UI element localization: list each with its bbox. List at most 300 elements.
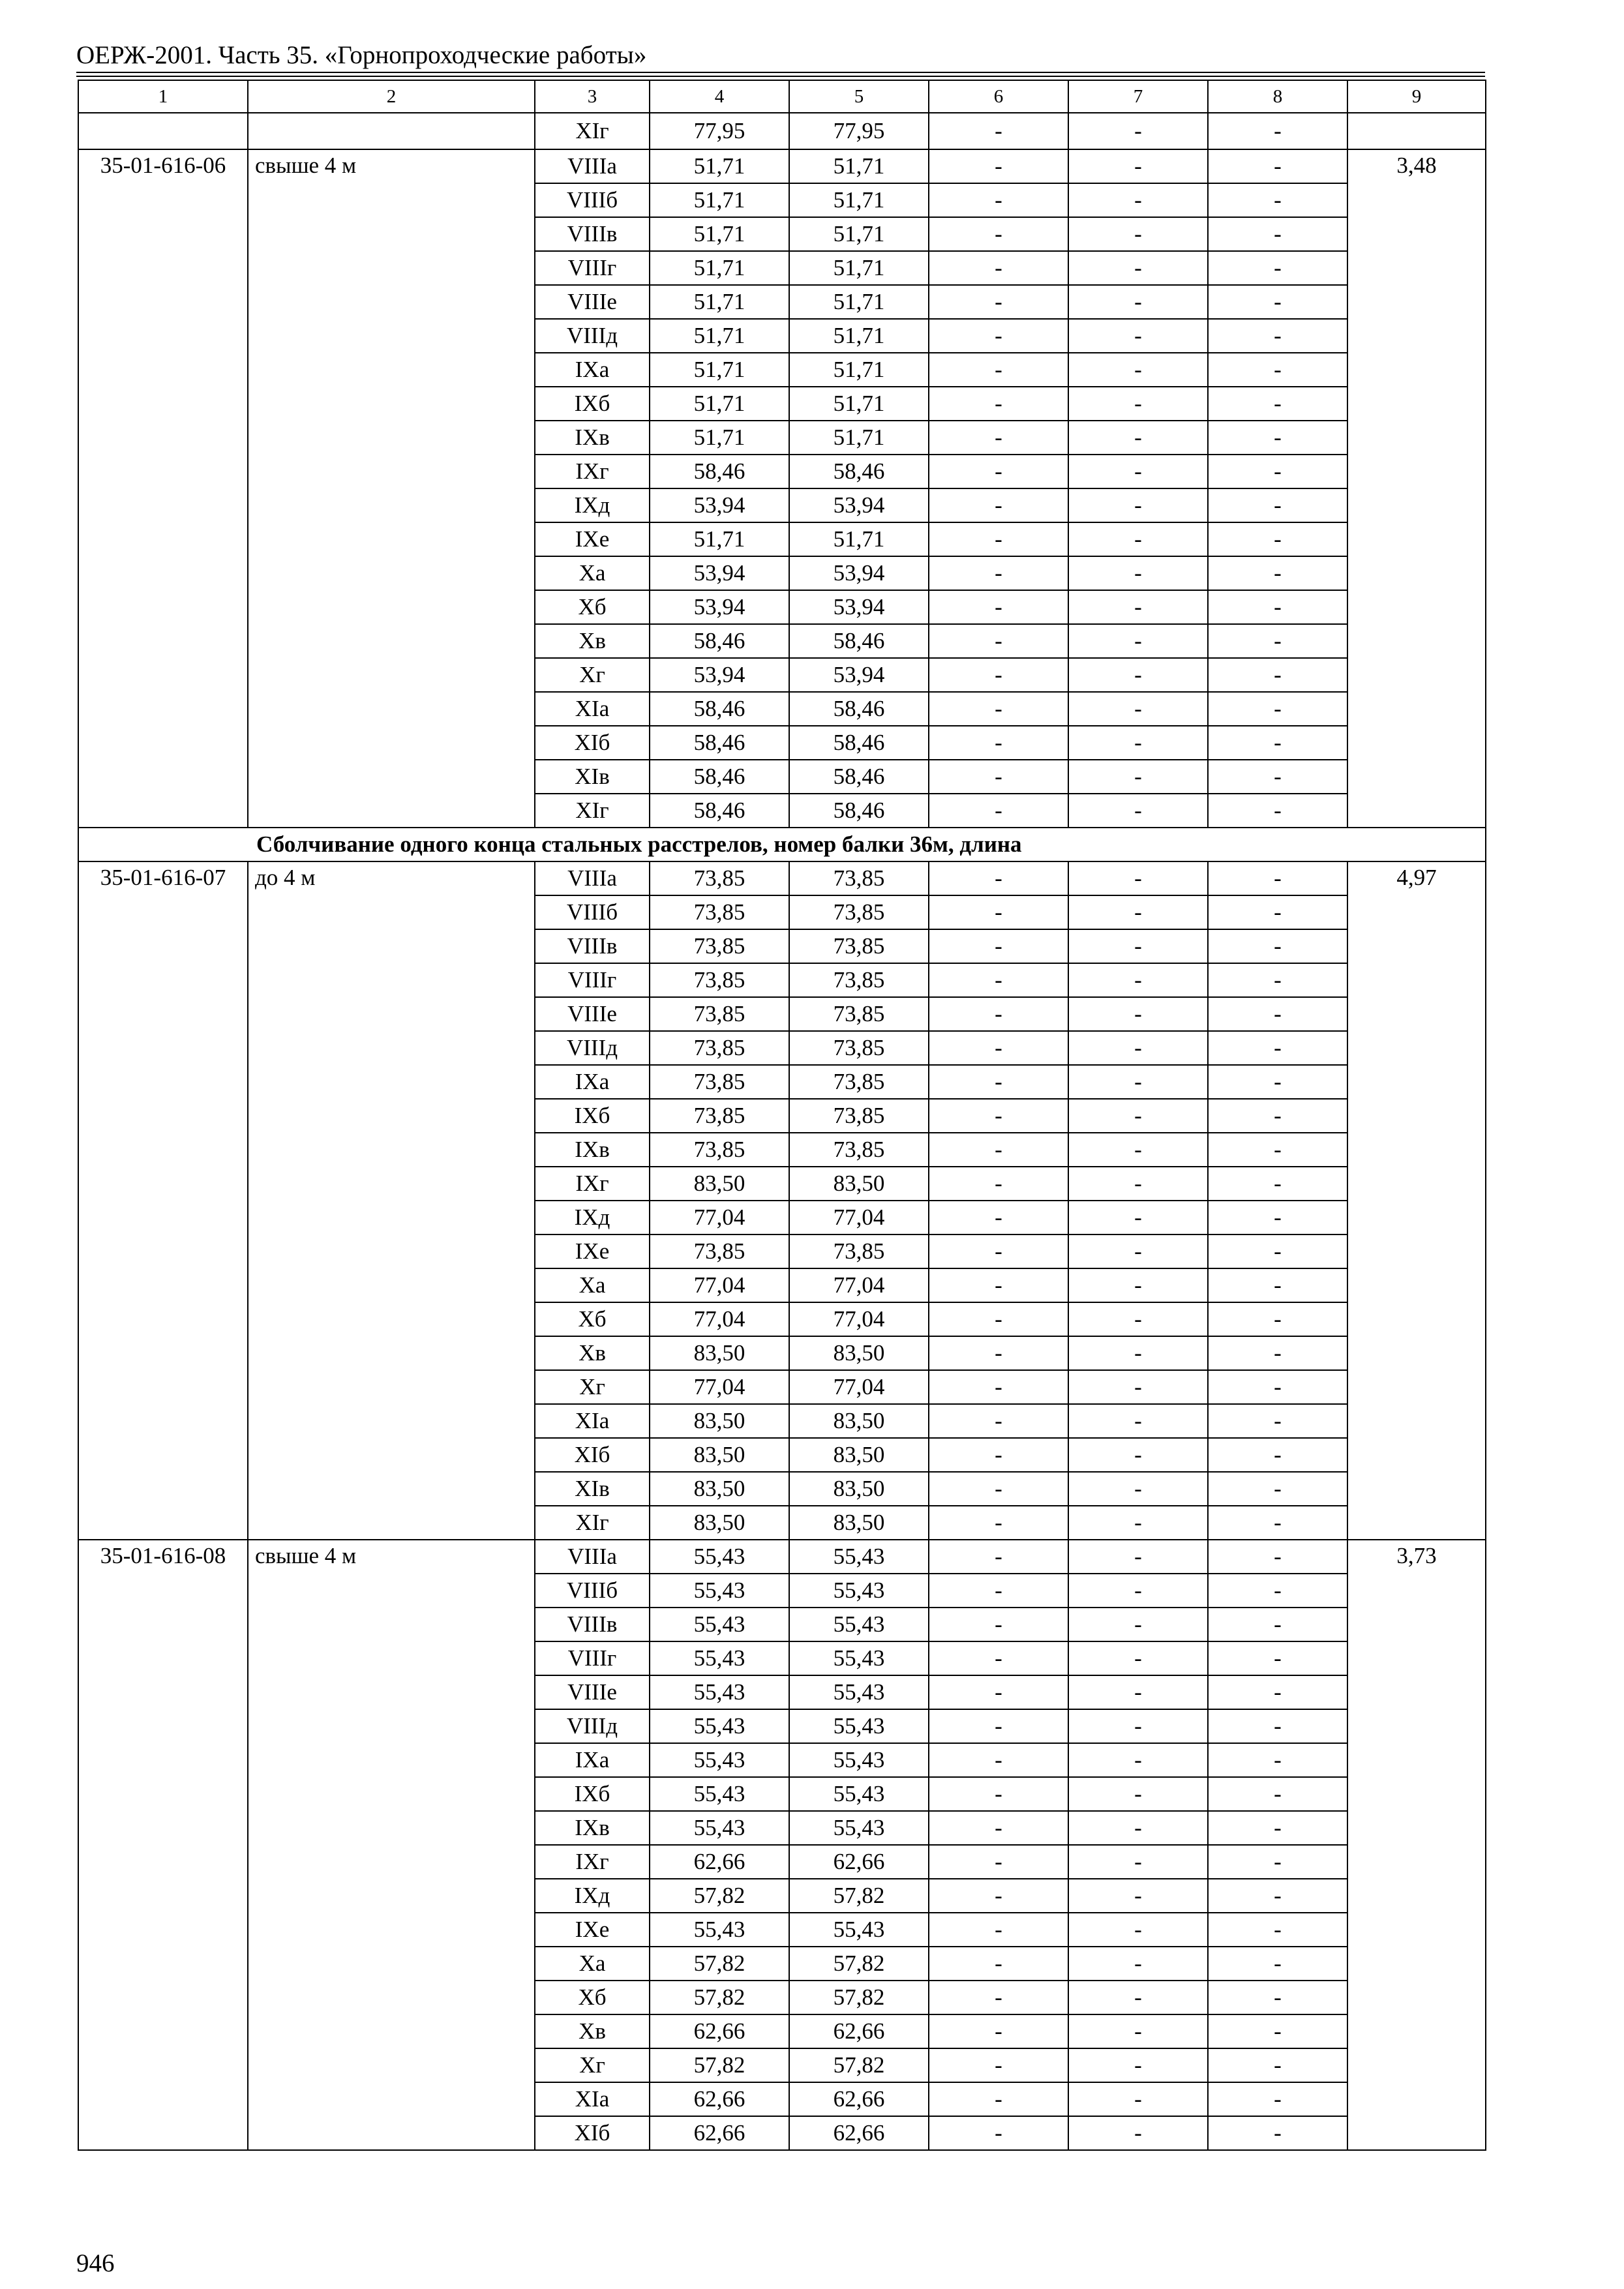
value-col4: 53,94 — [650, 658, 789, 692]
value-col4: 58,46 — [650, 455, 789, 488]
norm-length: свыше 4 м — [248, 149, 535, 828]
value-col5: 62,66 — [789, 2116, 929, 2150]
category-code: Xа — [535, 1268, 650, 1302]
column-number: 3 — [535, 80, 650, 113]
value-col6: - — [929, 692, 1068, 726]
value-col8: - — [1208, 387, 1347, 421]
value-col5: 55,43 — [789, 1913, 929, 1947]
category-code: IXа — [535, 1743, 650, 1777]
norm-code: 35-01-616-06 — [78, 149, 248, 828]
value-col4: 53,94 — [650, 590, 789, 624]
value-col7: - — [1068, 1031, 1208, 1065]
value-col4: 83,50 — [650, 1472, 789, 1506]
value-col8: - — [1208, 1201, 1347, 1234]
value-col4: 53,94 — [650, 488, 789, 522]
value-col8: - — [1208, 319, 1347, 353]
value-col7: - — [1068, 1099, 1208, 1133]
norm-length — [248, 113, 535, 149]
value-col8: - — [1208, 794, 1347, 828]
value-col8: - — [1208, 997, 1347, 1031]
value-col8: - — [1208, 522, 1347, 556]
category-code: Xа — [535, 1947, 650, 1981]
value-col7: - — [1068, 1336, 1208, 1370]
value-col4: 62,66 — [650, 2116, 789, 2150]
value-col4: 73,85 — [650, 1234, 789, 1268]
value-col4: 73,85 — [650, 895, 789, 929]
category-code: IXе — [535, 1234, 650, 1268]
value-col6: - — [929, 1608, 1068, 1641]
value-col5: 57,82 — [789, 1879, 929, 1913]
value-col6: - — [929, 1743, 1068, 1777]
value-col7: - — [1068, 1641, 1208, 1675]
column-number: 6 — [929, 80, 1068, 113]
value-col5: 83,50 — [789, 1506, 929, 1540]
value-col4: 62,66 — [650, 2082, 789, 2116]
category-code: Xг — [535, 1370, 650, 1404]
value-col6: - — [929, 1947, 1068, 1981]
value-col7: - — [1068, 1777, 1208, 1811]
value-col5: 55,43 — [789, 1540, 929, 1574]
value-col6: - — [929, 1031, 1068, 1065]
value-col8: - — [1208, 1065, 1347, 1099]
category-code: Xб — [535, 590, 650, 624]
value-col6: - — [929, 1675, 1068, 1709]
value-col7: - — [1068, 692, 1208, 726]
value-col5: 58,46 — [789, 726, 929, 760]
category-code: Xв — [535, 1336, 650, 1370]
value-col8: - — [1208, 488, 1347, 522]
value-col8: - — [1208, 1031, 1347, 1065]
value-col5: 73,85 — [789, 895, 929, 929]
value-col8: - — [1208, 251, 1347, 285]
value-col5: 83,50 — [789, 1167, 929, 1201]
value-col4: 55,43 — [650, 1540, 789, 1574]
value-col6: - — [929, 1472, 1068, 1506]
value-col9: 3,48 — [1347, 149, 1486, 828]
value-col4: 57,82 — [650, 1981, 789, 2014]
value-col7: - — [1068, 285, 1208, 319]
value-col6: - — [929, 556, 1068, 590]
value-col4: 73,85 — [650, 1133, 789, 1167]
value-col6: - — [929, 861, 1068, 895]
category-code: IXа — [535, 353, 650, 387]
value-col4: 55,43 — [650, 1675, 789, 1709]
category-code: IXг — [535, 1845, 650, 1879]
value-col5: 77,04 — [789, 1201, 929, 1234]
column-number: 2 — [248, 80, 535, 113]
value-col4: 51,71 — [650, 217, 789, 251]
value-col9: 4,97 — [1347, 861, 1486, 1540]
value-col8: - — [1208, 285, 1347, 319]
value-col8: - — [1208, 149, 1347, 183]
value-col7: - — [1068, 183, 1208, 217]
value-col6: - — [929, 319, 1068, 353]
value-col8: - — [1208, 1234, 1347, 1268]
value-col6: - — [929, 794, 1068, 828]
value-col7: - — [1068, 658, 1208, 692]
value-col7: - — [1068, 895, 1208, 929]
value-col8: - — [1208, 183, 1347, 217]
value-col6: - — [929, 455, 1068, 488]
value-col7: - — [1068, 1981, 1208, 2014]
value-col6: - — [929, 217, 1068, 251]
category-code: XIв — [535, 760, 650, 794]
category-code: VIIIе — [535, 1675, 650, 1709]
section-title: Сболчивание одного конца стальных расстрелов, номер балки 36м, длина — [78, 828, 1486, 861]
value-col7: - — [1068, 1540, 1208, 1574]
category-code: IXе — [535, 522, 650, 556]
value-col5: 73,85 — [789, 1133, 929, 1167]
value-col9: 3,73 — [1347, 1540, 1486, 2150]
value-col6: - — [929, 726, 1068, 760]
norm-code — [78, 113, 248, 149]
value-col6: - — [929, 1709, 1068, 1743]
category-code: VIIIа — [535, 1540, 650, 1574]
value-col6: - — [929, 1065, 1068, 1099]
value-col6: - — [929, 522, 1068, 556]
value-col5: 73,85 — [789, 1099, 929, 1133]
value-col7: - — [1068, 1947, 1208, 1981]
value-col4: 73,85 — [650, 1031, 789, 1065]
category-code: IXд — [535, 1879, 650, 1913]
category-code: VIIIб — [535, 895, 650, 929]
value-col7: - — [1068, 455, 1208, 488]
value-col5: 57,82 — [789, 1947, 929, 1981]
value-col7: - — [1068, 760, 1208, 794]
category-code: VIIIа — [535, 149, 650, 183]
value-col6: - — [929, 1133, 1068, 1167]
value-col7: - — [1068, 2048, 1208, 2082]
category-code: VIIIв — [535, 217, 650, 251]
value-col5: 55,43 — [789, 1743, 929, 1777]
value-col6: - — [929, 2048, 1068, 2082]
value-col8: - — [1208, 1506, 1347, 1540]
value-col5: 51,71 — [789, 522, 929, 556]
value-col7: - — [1068, 2116, 1208, 2150]
value-col4: 51,71 — [650, 183, 789, 217]
value-col5: 51,71 — [789, 319, 929, 353]
category-code: IXе — [535, 1913, 650, 1947]
value-col7: - — [1068, 387, 1208, 421]
value-col8: - — [1208, 1404, 1347, 1438]
value-col5: 83,50 — [789, 1438, 929, 1472]
category-code: VIIIв — [535, 1608, 650, 1641]
category-code: XIа — [535, 692, 650, 726]
norms-table — [78, 80, 1486, 2151]
value-col7: - — [1068, 149, 1208, 183]
value-col8: - — [1208, 1370, 1347, 1404]
value-col8: - — [1208, 1709, 1347, 1743]
value-col7: - — [1068, 1845, 1208, 1879]
category-code: VIIIа — [535, 861, 650, 895]
value-col6: - — [929, 1981, 1068, 2014]
category-code: XIб — [535, 2116, 650, 2150]
category-code: XIв — [535, 1472, 650, 1506]
value-col6: - — [929, 183, 1068, 217]
value-col6: - — [929, 1167, 1068, 1201]
value-col8: - — [1208, 963, 1347, 997]
value-col5: 62,66 — [789, 1845, 929, 1879]
value-col8: - — [1208, 1675, 1347, 1709]
value-col6: - — [929, 1370, 1068, 1404]
value-col4: 73,85 — [650, 861, 789, 895]
value-col6: - — [929, 1438, 1068, 1472]
value-col4: 51,71 — [650, 251, 789, 285]
value-col5: 57,82 — [789, 2048, 929, 2082]
category-code: Xг — [535, 658, 650, 692]
value-col6: - — [929, 1845, 1068, 1879]
column-number: 4 — [650, 80, 789, 113]
value-col7: - — [1068, 1133, 1208, 1167]
value-col6: - — [929, 387, 1068, 421]
value-col6: - — [929, 658, 1068, 692]
value-col4: 58,46 — [650, 692, 789, 726]
value-col5: 77,95 — [789, 113, 929, 149]
value-col7: - — [1068, 1506, 1208, 1540]
category-code: VIIIг — [535, 251, 650, 285]
value-col8: - — [1208, 590, 1347, 624]
value-col7: - — [1068, 353, 1208, 387]
value-col4: 55,43 — [650, 1913, 789, 1947]
value-col8: - — [1208, 658, 1347, 692]
category-code: XIг — [535, 794, 650, 828]
value-col6: - — [929, 149, 1068, 183]
value-col8: - — [1208, 2116, 1347, 2150]
value-col5: 58,46 — [789, 455, 929, 488]
value-col4: 73,85 — [650, 963, 789, 997]
value-col8: - — [1208, 2082, 1347, 2116]
value-col5: 58,46 — [789, 794, 929, 828]
value-col4: 55,43 — [650, 1709, 789, 1743]
value-col6: - — [929, 1777, 1068, 1811]
value-col7: - — [1068, 1438, 1208, 1472]
value-col7: - — [1068, 1743, 1208, 1777]
value-col6: - — [929, 2116, 1068, 2150]
value-col5: 73,85 — [789, 1065, 929, 1099]
value-col8: - — [1208, 2014, 1347, 2048]
table-body — [78, 80, 1486, 2150]
value-col4: 57,82 — [650, 1947, 789, 1981]
value-col7: - — [1068, 1879, 1208, 1913]
value-col7: - — [1068, 794, 1208, 828]
value-col5: 51,71 — [789, 183, 929, 217]
category-code: IXб — [535, 387, 650, 421]
value-col8: - — [1208, 1947, 1347, 1981]
value-col4: 83,50 — [650, 1438, 789, 1472]
value-col6: - — [929, 1641, 1068, 1675]
category-code: Xа — [535, 556, 650, 590]
value-col8: - — [1208, 1777, 1347, 1811]
value-col5: 57,82 — [789, 1981, 929, 2014]
value-col5: 53,94 — [789, 488, 929, 522]
value-col7: - — [1068, 421, 1208, 455]
value-col4: 77,04 — [650, 1370, 789, 1404]
value-col6: - — [929, 895, 1068, 929]
category-code: IXд — [535, 1201, 650, 1234]
value-col5: 73,85 — [789, 861, 929, 895]
value-col7: - — [1068, 590, 1208, 624]
value-col5: 58,46 — [789, 692, 929, 726]
value-col8: - — [1208, 113, 1347, 149]
value-col8: - — [1208, 455, 1347, 488]
table-row — [78, 1540, 1486, 1574]
value-col4: 73,85 — [650, 1099, 789, 1133]
category-code: VIIIд — [535, 1031, 650, 1065]
column-number: 7 — [1068, 80, 1208, 113]
value-col7: - — [1068, 1302, 1208, 1336]
value-col4: 55,43 — [650, 1743, 789, 1777]
value-col4: 77,04 — [650, 1201, 789, 1234]
value-col8: - — [1208, 1099, 1347, 1133]
value-col8: - — [1208, 692, 1347, 726]
value-col5: 51,71 — [789, 387, 929, 421]
value-col5: 51,71 — [789, 285, 929, 319]
value-col6: - — [929, 1506, 1068, 1540]
value-col8: - — [1208, 624, 1347, 658]
norm-code: 35-01-616-08 — [78, 1540, 248, 2150]
value-col7: - — [1068, 217, 1208, 251]
value-col5: 62,66 — [789, 2082, 929, 2116]
value-col4: 51,71 — [650, 353, 789, 387]
category-code: IXг — [535, 455, 650, 488]
category-code: XIа — [535, 1404, 650, 1438]
value-col7: - — [1068, 2014, 1208, 2048]
category-code: VIIIг — [535, 963, 650, 997]
value-col4: 57,82 — [650, 2048, 789, 2082]
value-col6: - — [929, 760, 1068, 794]
value-col8: - — [1208, 1472, 1347, 1506]
value-col6: - — [929, 1574, 1068, 1608]
category-code: VIIIд — [535, 319, 650, 353]
category-code: Xб — [535, 1302, 650, 1336]
value-col4: 57,82 — [650, 1879, 789, 1913]
value-col5: 62,66 — [789, 2014, 929, 2048]
value-col4: 73,85 — [650, 1065, 789, 1099]
value-col4: 55,43 — [650, 1811, 789, 1845]
value-col5: 58,46 — [789, 760, 929, 794]
category-code: Xг — [535, 2048, 650, 2082]
header-rule — [76, 72, 1485, 73]
value-col6: - — [929, 1336, 1068, 1370]
value-col4: 51,71 — [650, 421, 789, 455]
value-col4: 83,50 — [650, 1336, 789, 1370]
value-col6: - — [929, 590, 1068, 624]
value-col8: - — [1208, 1981, 1347, 2014]
category-code: Xб — [535, 1981, 650, 2014]
value-col5: 58,46 — [789, 624, 929, 658]
value-col6: - — [929, 1811, 1068, 1845]
value-col4: 77,95 — [650, 113, 789, 149]
value-col5: 51,71 — [789, 421, 929, 455]
value-col7: - — [1068, 726, 1208, 760]
category-code: IXб — [535, 1099, 650, 1133]
value-col4: 83,50 — [650, 1404, 789, 1438]
value-col8: - — [1208, 861, 1347, 895]
table-row — [78, 113, 1486, 149]
value-col7: - — [1068, 251, 1208, 285]
value-col7: - — [1068, 1404, 1208, 1438]
value-col6: - — [929, 2014, 1068, 2048]
value-col8: - — [1208, 1641, 1347, 1675]
value-col5: 51,71 — [789, 149, 929, 183]
value-col4: 55,43 — [650, 1641, 789, 1675]
value-col7: - — [1068, 1574, 1208, 1608]
value-col8: - — [1208, 1302, 1347, 1336]
value-col7: - — [1068, 2082, 1208, 2116]
value-col8: - — [1208, 929, 1347, 963]
value-col4: 73,85 — [650, 997, 789, 1031]
value-col4: 58,46 — [650, 624, 789, 658]
value-col5: 55,43 — [789, 1608, 929, 1641]
value-col4: 55,43 — [650, 1777, 789, 1811]
value-col8: - — [1208, 1268, 1347, 1302]
value-col6: - — [929, 624, 1068, 658]
category-code: VIIIе — [535, 997, 650, 1031]
value-col9 — [1347, 113, 1486, 149]
value-col7: - — [1068, 1065, 1208, 1099]
value-col7: - — [1068, 1913, 1208, 1947]
value-col6: - — [929, 1268, 1068, 1302]
value-col8: - — [1208, 2048, 1347, 2082]
value-col8: - — [1208, 1608, 1347, 1641]
value-col4: 77,04 — [650, 1302, 789, 1336]
norm-code: 35-01-616-07 — [78, 861, 248, 1540]
value-col8: - — [1208, 1574, 1347, 1608]
value-col7: - — [1068, 1811, 1208, 1845]
value-col6: - — [929, 251, 1068, 285]
value-col8: - — [1208, 1167, 1347, 1201]
category-code: IXв — [535, 421, 650, 455]
value-col5: 55,43 — [789, 1574, 929, 1608]
category-code: IXг — [535, 1167, 650, 1201]
value-col5: 51,71 — [789, 353, 929, 387]
value-col4: 83,50 — [650, 1167, 789, 1201]
section-title-row — [78, 828, 1486, 861]
value-col6: - — [929, 1404, 1068, 1438]
value-col6: - — [929, 1913, 1068, 1947]
value-col6: - — [929, 1201, 1068, 1234]
value-col5: 51,71 — [789, 251, 929, 285]
value-col4: 58,46 — [650, 726, 789, 760]
column-number: 8 — [1208, 80, 1347, 113]
value-col6: - — [929, 1540, 1068, 1574]
value-col6: - — [929, 1302, 1068, 1336]
value-col7: - — [1068, 556, 1208, 590]
value-col5: 53,94 — [789, 590, 929, 624]
column-number: 9 — [1347, 80, 1486, 113]
category-code: XIб — [535, 1438, 650, 1472]
norm-length: свыше 4 м — [248, 1540, 535, 2150]
value-col8: - — [1208, 1811, 1347, 1845]
value-col7: - — [1068, 963, 1208, 997]
value-col5: 73,85 — [789, 1031, 929, 1065]
value-col4: 62,66 — [650, 1845, 789, 1879]
value-col4: 53,94 — [650, 556, 789, 590]
value-col4: 51,71 — [650, 522, 789, 556]
value-col7: - — [1068, 1370, 1208, 1404]
column-number: 5 — [789, 80, 929, 113]
value-col4: 51,71 — [650, 149, 789, 183]
category-code: XIг — [535, 1506, 650, 1540]
value-col4: 51,71 — [650, 387, 789, 421]
value-col8: - — [1208, 1438, 1347, 1472]
value-col7: - — [1068, 1201, 1208, 1234]
value-col6: - — [929, 1099, 1068, 1133]
value-col6: - — [929, 963, 1068, 997]
category-code: VIIIб — [535, 183, 650, 217]
value-col6: - — [929, 1879, 1068, 1913]
table-row — [78, 149, 1486, 183]
